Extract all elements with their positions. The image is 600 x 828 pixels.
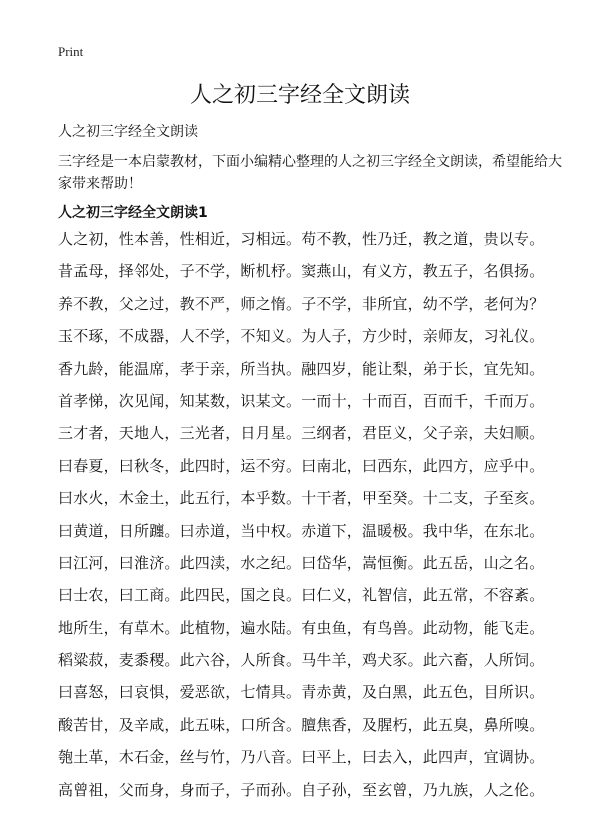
intro-paragraph: 三字经是一本启蒙教材，下面小编精心整理的人之初三字经全文朗读，希望能给大家带来帮助！ — [58, 154, 562, 192]
section-heading: 人之初三字经全文朗读1 — [58, 205, 208, 221]
page-title: 人之初三字经全文朗读 — [189, 83, 410, 108]
verse-line: 酸苦甘，及辛咸，此五味，口所含。膻焦香，及腥朽，此五臭，鼻所嗅。 — [58, 715, 545, 734]
verse-line: 稻粱菽，麦黍稷。此六谷，人所食。马牛羊，鸡犬豕。此六畜，人所饲。 — [58, 651, 545, 670]
verse-line: 曰春夏，曰秋冬，此四时，运不穷。曰南北，曰西东，此四方，应乎中。 — [58, 456, 545, 475]
verse-line: 首孝悌，次见闻，知某数，识某文。一而十，十而百，百而千，千而万。 — [58, 391, 545, 410]
verse-line: 地所生，有草木。此植物，遍水陆。有虫鱼，有鸟兽。此动物，能飞走。 — [58, 618, 545, 637]
verse-line: 三才者，天地人，三光者，日月星。三纲者，君臣义，父子亲，夫妇顺。 — [58, 424, 545, 443]
verse-line: 曰黄道，日所躔。曰赤道，当中权。赤道下，温暖极。我中华，在东北。 — [58, 521, 545, 540]
article-subtitle: 人之初三字经全文朗读 — [58, 124, 198, 140]
verse-line: 养不教，父之过，教不严，师之惰。子不学，非所宜，幼不学，老何为？ — [58, 294, 545, 313]
verse-line: 玉不琢，不成器，人不学，不知义。为人子，方少时，亲师友，习礼仪。 — [58, 327, 545, 346]
verse-line: 人之初，性本善，性相近，习相远。苟不教，性乃迁，教之道，贵以专。 — [58, 230, 545, 248]
verse-line: 高曾祖，父而身，身而子，子而孙。自子孙，至玄曾，乃九族，人之伦。 — [58, 780, 545, 799]
verse-line: 香九龄，能温席，孝于亲，所当执。融四岁，能让梨，弟于长，宜先知。 — [58, 359, 545, 378]
verse-line: 曰水火，木金土，此五行，本乎数。十干者，甲至癸。十二支，子至亥。 — [58, 489, 545, 508]
print-link[interactable]: Print — [58, 44, 84, 59]
verse-line: 曰喜怒，曰哀惧，爱恶欲，七情具。青赤黄，及白黑，此五色，目所识。 — [58, 683, 545, 702]
verse-line: 匏土革，木石金，丝与竹，乃八音。曰平上，曰去入，此四声，宜调协。 — [58, 748, 545, 767]
verse-line: 曰江河，曰淮济。此四渎，水之纪。曰岱华，嵩恒衡。此五岳，山之名。 — [58, 553, 545, 572]
verse-list — [58, 230, 578, 813]
verse-line: 曰士农，曰工商。此四民，国之良。曰仁义，礼智信，此五常，不容紊。 — [58, 586, 545, 605]
verse-line: 昔孟母，择邻处，子不学，断机杼。窦燕山，有义方，教五子，名俱扬。 — [58, 262, 545, 281]
